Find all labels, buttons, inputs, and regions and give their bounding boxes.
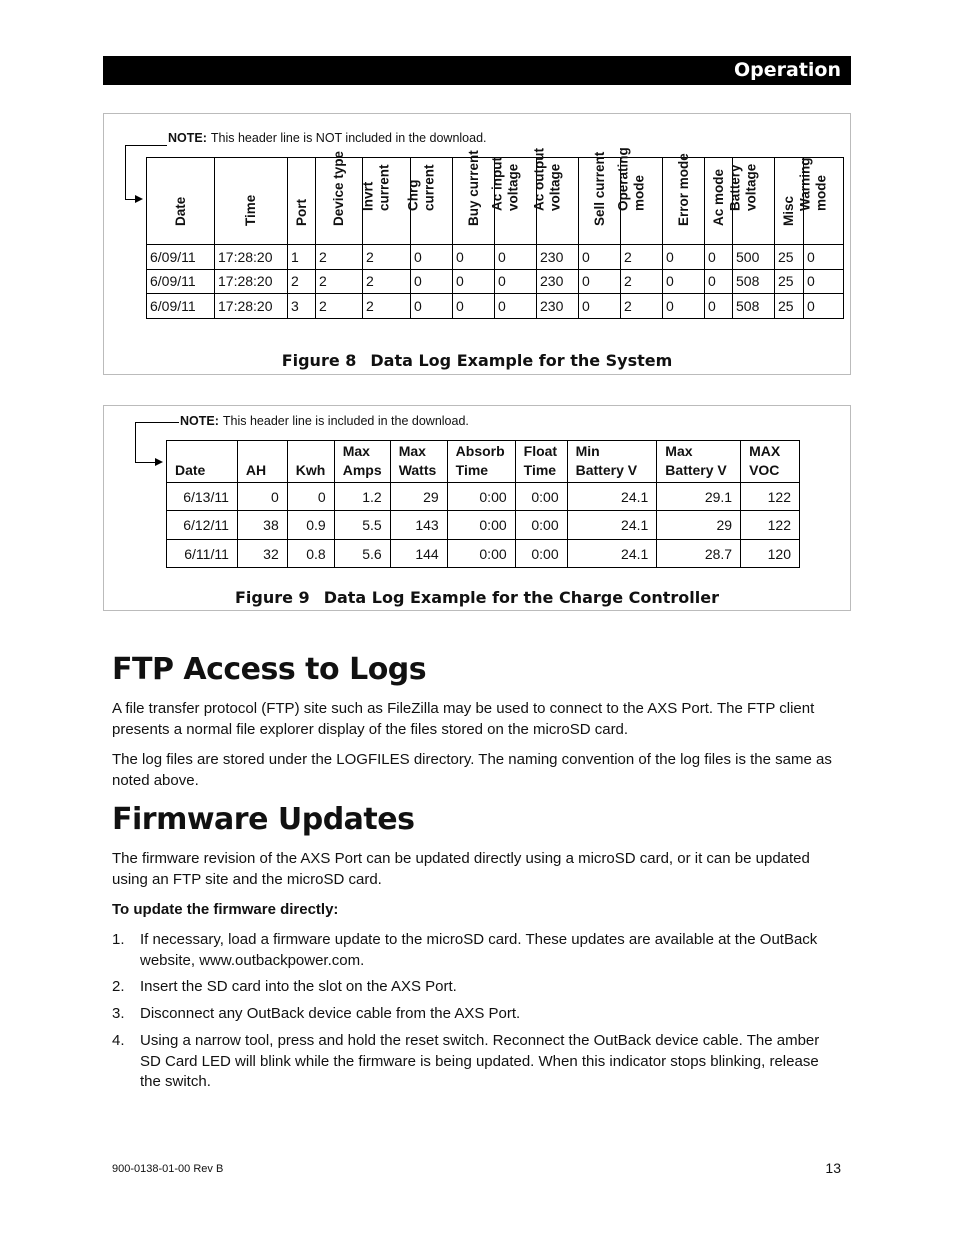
table-cell: 0 <box>495 269 537 294</box>
column-header-label: Error mode <box>675 153 691 227</box>
caption-number: Figure 8 <box>281 351 357 370</box>
table-cell: 2 <box>288 269 316 294</box>
header-line: Max <box>342 443 370 459</box>
table-cell: 122 <box>741 482 800 511</box>
column-header-label: Misc <box>781 196 797 227</box>
header-bar <box>103 56 851 85</box>
table-cell: 28.7 <box>657 539 741 568</box>
column-header <box>447 441 515 483</box>
ftp-paragraph-1: A file transfer protocol (FTP) site such as FileZilla may be used to connect to the AXS Port. The FTP client presents a normal file explorer display of the files stored on the microSD card. <box>112 700 815 738</box>
note-label: NOTE: <box>180 414 219 428</box>
table-cell: 120 <box>741 539 800 568</box>
table-cell: 29 <box>657 511 741 540</box>
page-number: 13 <box>825 1160 841 1176</box>
table-cell: 6/09/11 <box>147 269 215 294</box>
list-item <box>112 1004 822 1025</box>
table-cell: 2 <box>621 294 663 319</box>
table-cell: 0 <box>453 269 495 294</box>
column-header: Kwh <box>287 441 334 483</box>
column-header <box>657 441 741 483</box>
table-cell: 500 <box>733 245 775 270</box>
table-row <box>167 539 800 568</box>
list-item <box>112 930 822 971</box>
table-cell: 2 <box>363 294 411 319</box>
charge-controller-data-log-table <box>166 440 800 568</box>
table-cell: 0 <box>705 245 733 270</box>
table-cell: 0.8 <box>287 539 334 568</box>
column-header-label: Operating mode <box>615 147 646 211</box>
table-cell: 2 <box>363 245 411 270</box>
table-cell: 2 <box>621 269 663 294</box>
ftp-heading: FTP Access to Logs <box>112 652 427 687</box>
note-leader-vertical <box>125 145 126 199</box>
table-cell: 0 <box>663 245 705 270</box>
table-cell: 29.1 <box>657 482 741 511</box>
table-cell: 0 <box>287 482 334 511</box>
table-cell: 508 <box>733 269 775 294</box>
column-header <box>727 158 775 245</box>
figure-9-box <box>103 405 851 611</box>
step-number: 4. <box>112 1032 125 1049</box>
table-cell: 1 <box>288 245 316 270</box>
figure-8-box <box>103 113 851 375</box>
table-cell: 1.2 <box>334 482 390 511</box>
figure-9-note <box>180 414 469 428</box>
note-leader-horizontal <box>135 462 157 463</box>
column-header-label: Ac input voltage <box>489 156 520 211</box>
column-header <box>567 441 657 483</box>
step-text: Insert the SD card into the slot on the AXS Port. <box>140 978 457 995</box>
table-cell: 0 <box>495 245 537 270</box>
table-cell: 0 <box>411 269 453 294</box>
column-header <box>741 441 800 483</box>
header-line: Time <box>455 461 489 478</box>
column-header-label: Ac output voltage <box>531 147 562 211</box>
header-line: Max <box>398 443 426 459</box>
table-cell: 0 <box>804 245 844 270</box>
table-cell: 122 <box>741 511 800 540</box>
table-row <box>147 294 844 319</box>
header-line: Absorb <box>455 443 505 459</box>
table-cell: 6/09/11 <box>147 294 215 319</box>
column-header <box>147 158 215 245</box>
table-cell: 0 <box>453 245 495 270</box>
table-cell: 0 <box>453 294 495 319</box>
table-cell: 0 <box>579 245 621 270</box>
table-cell: 32 <box>237 539 287 568</box>
table-row <box>147 245 844 270</box>
table-cell: 25 <box>775 269 804 294</box>
table-cell: 0:00 <box>515 482 567 511</box>
figure-8-note <box>168 131 487 145</box>
note-text: This header line is included in the download. <box>222 414 469 428</box>
note-leader-line <box>125 145 167 146</box>
table-cell: 0 <box>411 294 453 319</box>
table-cell: 0 <box>705 269 733 294</box>
header-line: Float <box>523 443 558 459</box>
table-cell: 6/11/11 <box>167 539 238 568</box>
header-line: MAX <box>749 443 781 459</box>
table-cell: 0:00 <box>447 539 515 568</box>
column-header-label: Device type <box>331 151 347 227</box>
table-cell: 25 <box>775 245 804 270</box>
table-cell: 0 <box>579 269 621 294</box>
column-header <box>797 157 844 245</box>
table-cell: 38 <box>237 511 287 540</box>
table-cell: 0.9 <box>287 511 334 540</box>
table-cell: 17:28:20 <box>215 245 288 270</box>
column-header-label: Invrt current <box>360 164 391 211</box>
table-cell: 0 <box>663 294 705 319</box>
table-cell: 0:00 <box>447 482 515 511</box>
table-cell: 0 <box>804 269 844 294</box>
ftp-paragraph-2: The log files are stored under the LOGFILES directory. The naming convention of the log files is the same as noted above. <box>112 751 832 789</box>
table-cell: 3 <box>288 294 316 319</box>
arrow-head-icon <box>135 195 143 203</box>
table-cell: 144 <box>390 539 447 568</box>
table-cell: 143 <box>390 511 447 540</box>
step-number: 3. <box>112 1005 125 1022</box>
table-cell: 5.6 <box>334 539 390 568</box>
document-number: 900-0138-01-00 Rev B <box>112 1163 224 1175</box>
column-header <box>215 158 288 245</box>
column-header-label: Chrg current <box>405 164 436 211</box>
column-header-label: Warning mode <box>797 157 828 211</box>
column-header <box>360 158 411 245</box>
figure-9-caption <box>104 588 850 607</box>
header-line: VOC <box>749 461 780 478</box>
firmware-subheading: To update the firmware directly: <box>112 901 339 918</box>
table-cell: 24.1 <box>567 539 657 568</box>
table-header-row <box>147 158 844 245</box>
table-cell: 2 <box>363 269 411 294</box>
column-header <box>663 153 705 245</box>
column-header <box>453 150 495 245</box>
column-header-label: Ac mode <box>710 169 726 227</box>
table-cell: 6/12/11 <box>167 511 238 540</box>
note-leader-vertical <box>135 422 136 462</box>
caption-text: Data Log Example for the System <box>370 351 673 370</box>
table-cell: 24.1 <box>567 511 657 540</box>
table-row <box>167 511 800 540</box>
firmware-paragraph-1: The firmware revision of the AXS Port can be updated directly using a microSD card, or it can be updated using an FTP site and the microSD card. <box>112 850 810 888</box>
table-cell: 29 <box>390 482 447 511</box>
column-header <box>515 441 567 483</box>
step-text: If necessary, load a firmware update to the microSD card. These updates are available at the OutBack website, www.outbackpower.com. <box>140 931 818 969</box>
step-text: Disconnect any OutBack device cable from the AXS Port. <box>140 1005 521 1022</box>
table-cell: 0:00 <box>515 511 567 540</box>
column-header-label: Port <box>293 199 309 227</box>
table-cell: 0:00 <box>447 511 515 540</box>
column-header-label: Date <box>172 197 188 227</box>
table-cell: 24.1 <box>567 482 657 511</box>
table-row <box>147 269 844 294</box>
step-number: 1. <box>112 931 125 948</box>
column-header <box>615 147 663 245</box>
header-line: Watts <box>398 461 437 478</box>
header-line: Battery V <box>575 461 638 478</box>
column-header <box>316 151 363 245</box>
step-text: Using a narrow tool, press and hold the reset switch. Reconnect the OutBack device cable. The amber SD Card LED will blink while the firmware is being updated. When this indicator stops blinking, release the switch. <box>140 1032 820 1090</box>
table-cell: 6/13/11 <box>167 482 238 511</box>
header-line: Min <box>575 443 600 459</box>
list-item <box>112 977 822 998</box>
table-cell: 25 <box>775 294 804 319</box>
column-header <box>579 152 621 245</box>
list-item <box>112 1031 822 1093</box>
table-cell: 2 <box>621 245 663 270</box>
column-header <box>334 441 390 483</box>
column-header-label: Time <box>243 195 259 227</box>
table-cell: 0 <box>579 294 621 319</box>
arrow-head-icon <box>155 458 163 466</box>
table-cell: 0 <box>705 294 733 319</box>
system-data-log-table <box>146 147 844 319</box>
table-cell: 2 <box>316 245 363 270</box>
header-line: Amps <box>342 461 382 478</box>
table-cell: 230 <box>537 245 579 270</box>
note-label: NOTE: <box>168 131 207 145</box>
column-header-label: Battery voltage <box>727 163 758 211</box>
note-leader-line <box>135 422 179 423</box>
firmware-heading: Firmware Updates <box>112 802 415 837</box>
header-line: Max <box>665 443 693 459</box>
table-cell: 508 <box>733 294 775 319</box>
table-cell: 0 <box>237 482 287 511</box>
step-number: 2. <box>112 978 125 995</box>
table-cell: 0:00 <box>515 539 567 568</box>
table-cell: 230 <box>537 269 579 294</box>
column-header-label: Buy current <box>465 150 481 227</box>
column-header: AH <box>237 441 287 483</box>
table-cell: 230 <box>537 294 579 319</box>
table-cell: 5.5 <box>334 511 390 540</box>
caption-text: Data Log Example for the Charge Controller <box>323 588 720 607</box>
table-cell: 2 <box>316 294 363 319</box>
section-title: Operation <box>733 59 841 81</box>
column-header: Date <box>167 441 238 483</box>
figure-8-caption <box>104 351 850 370</box>
caption-number: Figure 9 <box>234 588 310 607</box>
column-header <box>405 158 453 245</box>
table-cell: 0 <box>663 269 705 294</box>
table-cell: 0 <box>495 294 537 319</box>
table-cell: 17:28:20 <box>215 294 288 319</box>
column-header <box>288 158 316 245</box>
table-header-row <box>167 441 800 483</box>
column-header <box>489 156 537 245</box>
table-cell: 17:28:20 <box>215 269 288 294</box>
table-cell: 2 <box>316 269 363 294</box>
table-row <box>167 482 800 511</box>
table-cell: 6/09/11 <box>147 245 215 270</box>
table-cell: 0 <box>804 294 844 319</box>
column-header-label: Sell current <box>591 152 607 227</box>
header-line: Time <box>523 461 557 478</box>
column-header <box>531 147 579 245</box>
column-header <box>390 441 447 483</box>
note-text: This header line is NOT included in the download. <box>210 131 487 145</box>
header-line: Battery V <box>665 461 727 478</box>
table-cell: 0 <box>411 245 453 270</box>
